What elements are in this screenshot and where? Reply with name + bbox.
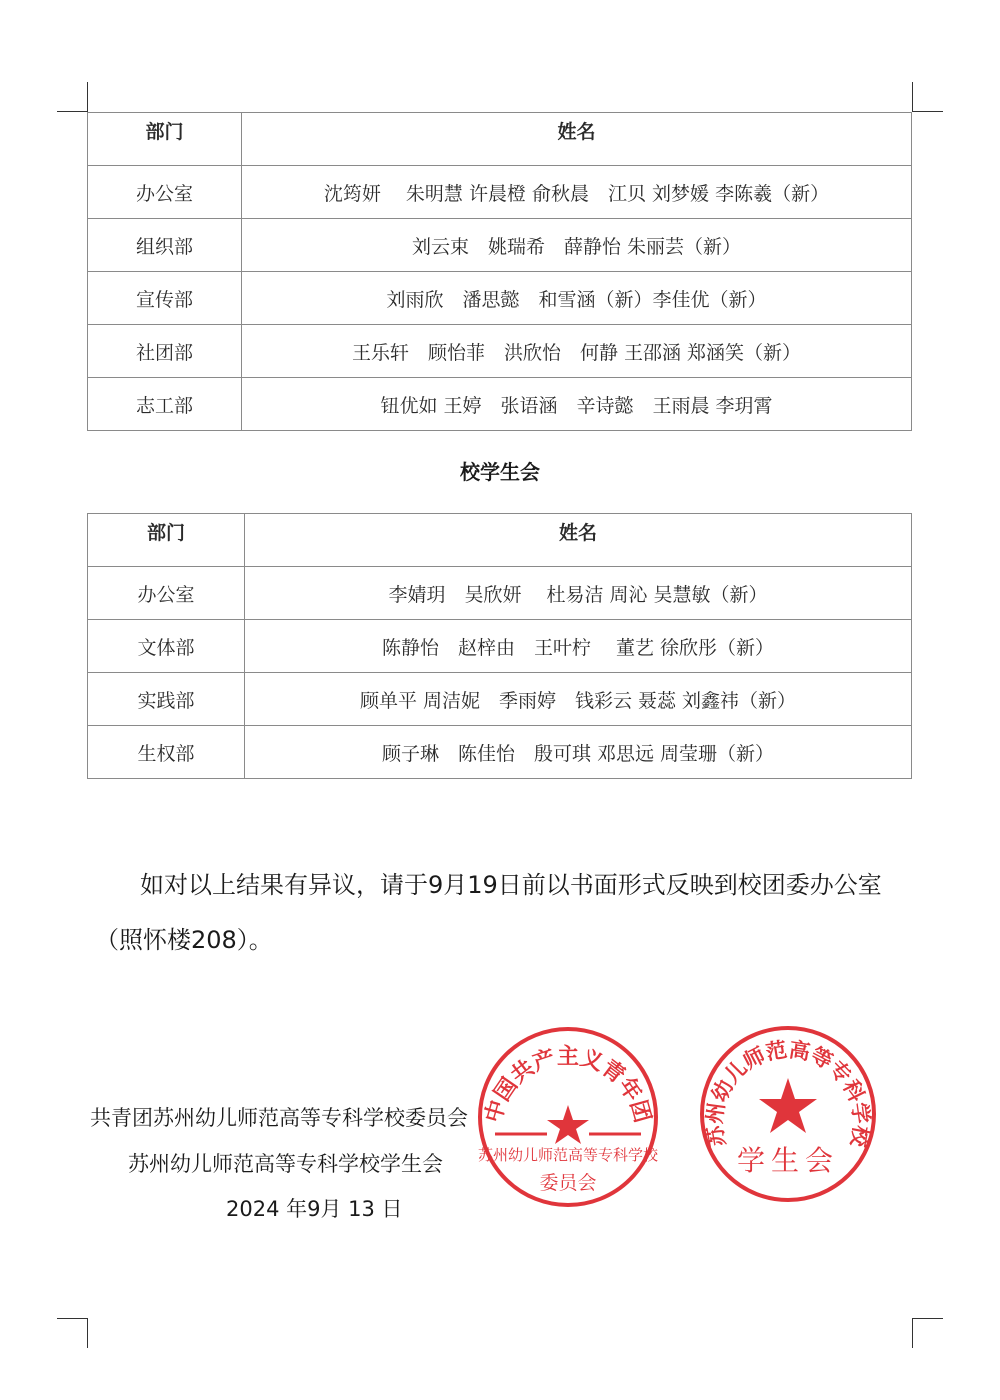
table-row: [88, 620, 912, 673]
seal-top-arc: 中国共产主义青年团: [480, 1043, 656, 1126]
table-row: [88, 219, 912, 272]
table-row: [88, 166, 912, 219]
names-cell: 顾单平 周洁妮 季雨婷 钱彩云 聂蕊 刘鑫祎（新）: [245, 673, 912, 726]
department-cell: 办公室: [88, 166, 242, 219]
table-header-row: [88, 113, 912, 166]
table-row: [88, 726, 912, 779]
crop-mark-top-left-h: [57, 111, 87, 112]
signature-date: 2024 年9月 13 日: [226, 1197, 403, 1221]
crop-mark-bottom-left-h: [57, 1318, 87, 1319]
crop-mark-bottom-right-h: [913, 1318, 943, 1319]
names-cell: 李婧玥 吴欣妍 杜易洁 周沁 吴慧敏（新）: [245, 567, 912, 620]
department-cell: 文体部: [88, 620, 245, 673]
table-row: [88, 673, 912, 726]
header-department: 部门: [88, 514, 245, 567]
names-cell: 刘雨欣 潘思懿 和雪涵（新）李佳优（新）: [242, 272, 912, 325]
crop-mark-top-right-h: [913, 111, 943, 112]
section-title-student-union: 校学生会: [460, 460, 540, 484]
department-cell: 志工部: [88, 378, 242, 431]
header-names: 姓名: [242, 113, 912, 166]
seal-middle-text: 苏州幼儿师范高等专科学校: [477, 1146, 659, 1164]
notice-line-2: （照怀楼208）。: [95, 926, 273, 954]
names-cell: 陈静怡 赵梓由 王叶柠 董艺 徐欣彤（新）: [245, 620, 912, 673]
department-cell: 办公室: [88, 567, 245, 620]
table-header-row: [88, 514, 912, 567]
star-icon: [547, 1105, 589, 1144]
names-cell: 王乐轩 顾怡菲 洪欣怡 何静 王邵涵 郑涵笑（新）: [242, 325, 912, 378]
crop-mark-bottom-left-v: [87, 1318, 88, 1348]
roster-table-league: [87, 112, 912, 431]
crop-mark-top-left-v: [87, 82, 88, 112]
signature-org-student-union: 苏州幼儿师范高等专科学校学生会: [128, 1152, 443, 1176]
department-cell: 宣传部: [88, 272, 242, 325]
header-department: 部门: [88, 113, 242, 166]
department-cell: 实践部: [88, 673, 245, 726]
header-names: 姓名: [245, 514, 912, 567]
crop-mark-bottom-right-v: [912, 1318, 913, 1348]
student-union-seal: [694, 1020, 882, 1208]
roster-table-student-union: [87, 513, 912, 779]
notice-line-1: 如对以上结果有异议，请于9月19日前以书面形式反映到校团委办公室: [140, 871, 882, 899]
seal-bottom-text: 学生会: [736, 1144, 840, 1177]
table-row: [88, 567, 912, 620]
league-committee-seal: [473, 1022, 663, 1212]
names-cell: 刘云束 姚瑞希 薛静怡 朱丽芸（新）: [242, 219, 912, 272]
department-cell: 组织部: [88, 219, 242, 272]
names-cell: 顾子琳 陈佳怡 殷可琪 邓思远 周莹珊（新）: [245, 726, 912, 779]
seal-bottom-text: 委员会: [539, 1172, 597, 1194]
star-icon: [759, 1078, 817, 1133]
department-cell: 生权部: [88, 726, 245, 779]
table-row: [88, 325, 912, 378]
seal-top-arc: 苏州幼儿师范高等专科学校: [701, 1036, 875, 1149]
table-row: [88, 378, 912, 431]
objection-notice: [95, 858, 900, 968]
crop-mark-top-right-v: [912, 82, 913, 112]
signature-org-league: 共青团苏州幼儿师范高等专科学校委员会: [90, 1106, 468, 1130]
names-cell: 钮优如 王婷 张语涵 辛诗懿 王雨晨 李玥霄: [242, 378, 912, 431]
names-cell: 沈筠妍 朱明慧 许晨橙 俞秋晨 江贝 刘梦媛 李陈羲（新）: [242, 166, 912, 219]
table-row: [88, 272, 912, 325]
department-cell: 社团部: [88, 325, 242, 378]
